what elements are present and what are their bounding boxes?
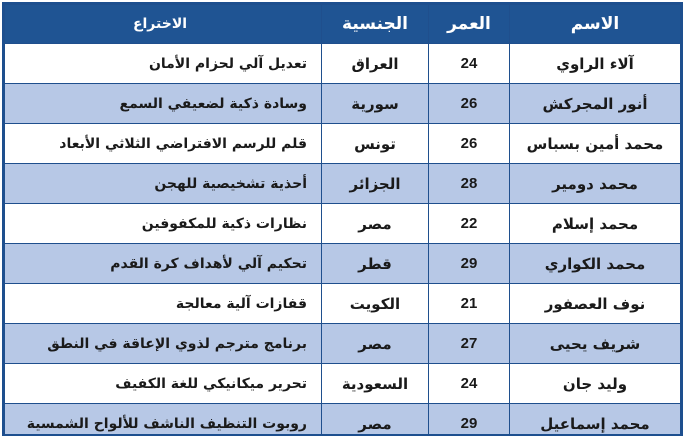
cell-name: شريف يحيى: [510, 324, 681, 364]
cell-name: أنور المجركش: [510, 84, 681, 124]
cell-age: 24: [429, 364, 510, 404]
cell-invention: قفازات آلية معالجة: [5, 284, 322, 324]
table-row: [5, 324, 681, 364]
cell-age: 24: [429, 44, 510, 84]
table-row: [5, 164, 681, 204]
table-row: [5, 44, 681, 84]
cell-name: وليد جان: [510, 364, 681, 404]
cell-nationality: سورية: [322, 84, 429, 124]
table-row: [5, 364, 681, 404]
cell-name: محمد إسماعيل: [510, 404, 681, 437]
inventors-table: [4, 4, 681, 436]
cell-age: 22: [429, 204, 510, 244]
cell-age: 28: [429, 164, 510, 204]
cell-nationality: مصر: [322, 404, 429, 437]
cell-name: محمد أمين بسباس: [510, 124, 681, 164]
cell-name: آلاء الراوي: [510, 44, 681, 84]
cell-age: 26: [429, 84, 510, 124]
table-row: [5, 124, 681, 164]
cell-invention: تحكيم آلي لأهداف كرة القدم: [5, 244, 322, 284]
cell-invention: نظارات ذكية للمكفوفين: [5, 204, 322, 244]
cell-name: محمد الكواري: [510, 244, 681, 284]
cell-nationality: قطر: [322, 244, 429, 284]
table-row: [5, 284, 681, 324]
cell-age: 29: [429, 244, 510, 284]
inventors-table-frame: [2, 2, 683, 436]
cell-invention: تعديل آلي لحزام الأمان: [5, 44, 322, 84]
cell-nationality: تونس: [322, 124, 429, 164]
cell-name: محمد دومير: [510, 164, 681, 204]
header-name: الاسم: [510, 5, 681, 44]
cell-name: محمد إسلام: [510, 204, 681, 244]
table-row: [5, 244, 681, 284]
cell-age: 27: [429, 324, 510, 364]
cell-invention: روبوت التنظيف الناشف للألواح الشمسية: [5, 404, 322, 437]
table-row: [5, 204, 681, 244]
table-row: [5, 84, 681, 124]
cell-age: 26: [429, 124, 510, 164]
cell-nationality: مصر: [322, 324, 429, 364]
header-invention: الاختراع: [5, 5, 322, 44]
cell-age: 21: [429, 284, 510, 324]
cell-nationality: مصر: [322, 204, 429, 244]
cell-invention: وسادة ذكية لضعيفي السمع: [5, 84, 322, 124]
header-age: العمر: [429, 5, 510, 44]
header-nationality: الجنسية: [322, 5, 429, 44]
cell-invention: أحذية تشخيصية للهجن: [5, 164, 322, 204]
cell-nationality: الجزائر: [322, 164, 429, 204]
cell-age: 29: [429, 404, 510, 437]
table-row: [5, 404, 681, 437]
cell-name: نوف العصفور: [510, 284, 681, 324]
cell-invention: قلم للرسم الافتراضي الثلاثي الأبعاد: [5, 124, 322, 164]
cell-nationality: العراق: [322, 44, 429, 84]
cell-invention: برنامج مترجم لذوي الإعاقة في النطق: [5, 324, 322, 364]
cell-nationality: السعودية: [322, 364, 429, 404]
cell-nationality: الكويت: [322, 284, 429, 324]
table-header-row: [5, 5, 681, 44]
cell-invention: تحرير ميكانيكي للغة الكفيف: [5, 364, 322, 404]
